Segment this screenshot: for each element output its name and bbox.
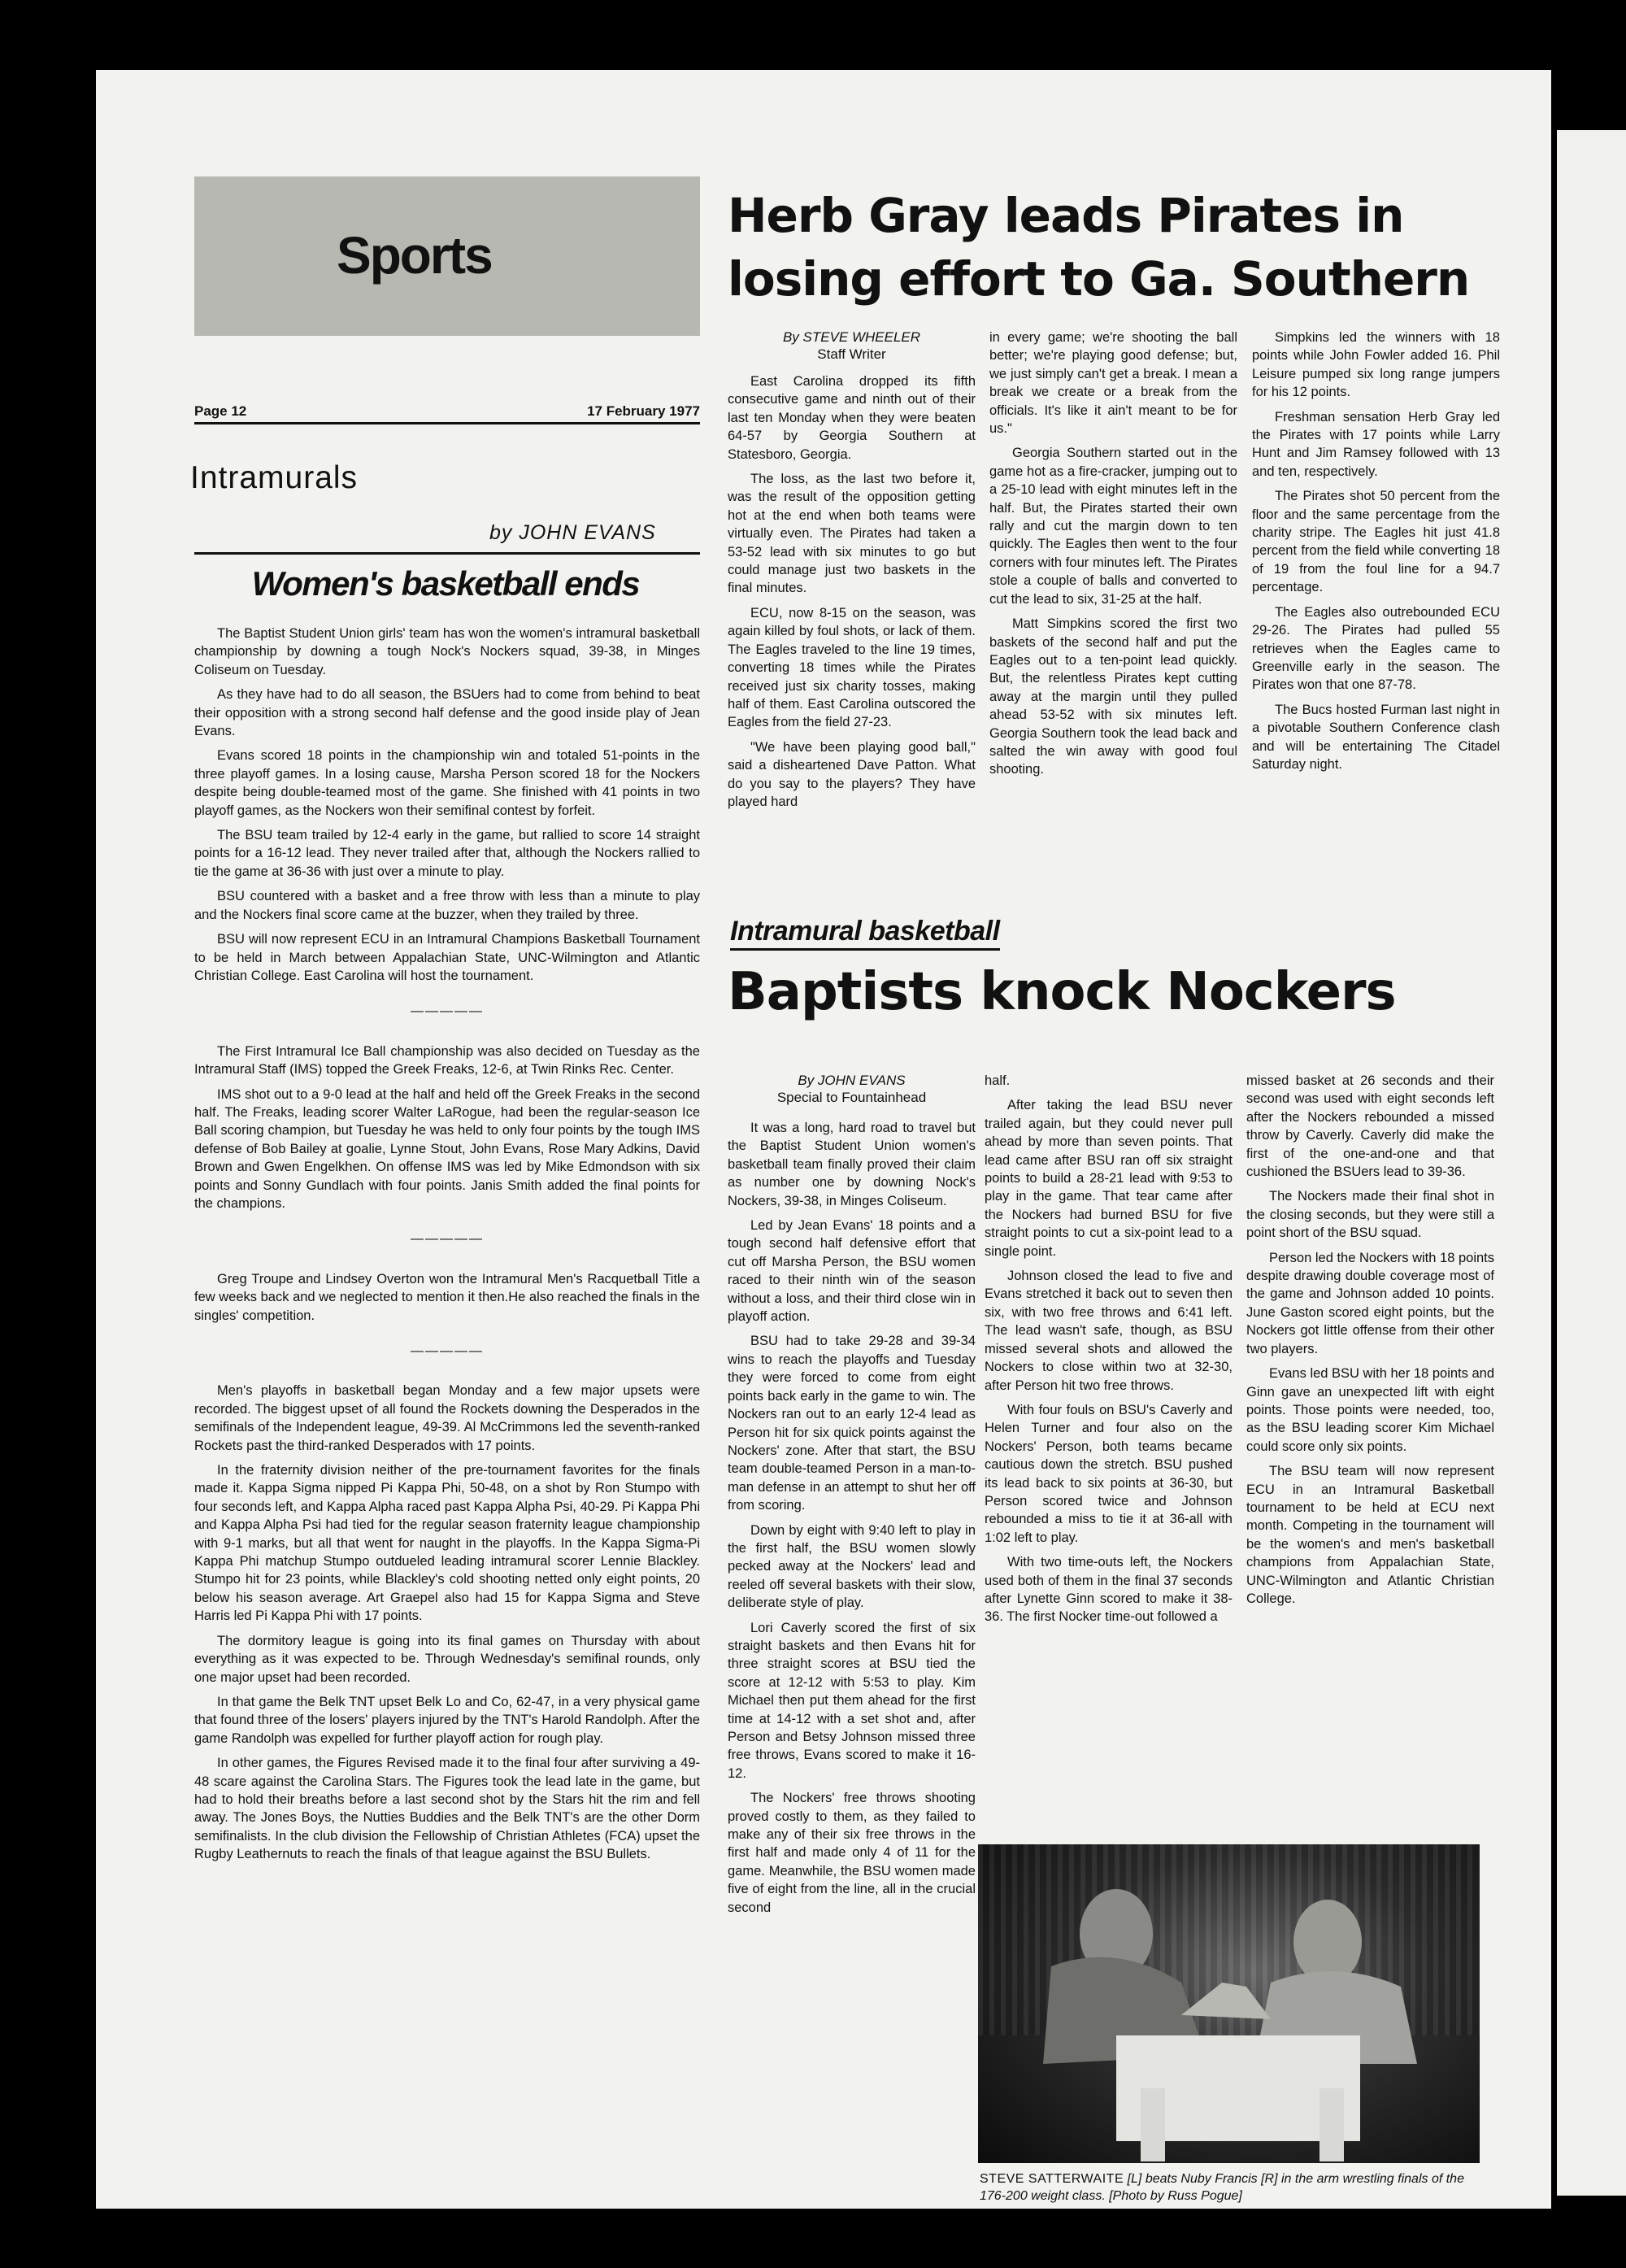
pirates-paragraph: in every game; we're shooting the ball better; we're playing good defense; but, we just simply can't get a break. I mean a break we create or a break from the officials. It's like it ain't meant to be for us." [989,330,1237,437]
intramurals-paragraph: As they have had to do all season, the BSUers had to come from behind to beat their opposition with a strong second half defense and the good inside play of Jean Evans. [194,687,700,739]
iceball-paragraph: IMS shot out to a 9-0 lead at the half and held off the Greek Freaks in the second half. The Freaks, leading scorer Walter LaRogue, had been the regular-season Ice Ball scoring champion, but Tuesday he was held to only four points by the tough IMS defense of Bob Bailey at goalie, Lynne Stout, John Evans, Rose Mary Adkins, David Brown and Gwen Engelkhen. On offense IMS was led by Mike Edmondson with six points and Sonny Gundlach with four points. Janis Smith added the final points for the champions. [194,1086,700,1211]
iceball-paragraph: The First Intramural Ice Ball championship was also decided on Tuesday as the Intramural Staff (IMS) topped the Greek Freaks, 12-6, at Twin Rinks Rec. Center. [194,1043,700,1077]
pirates-paragraph: The loss, as the last two before it, was the result of the opposition getting hot at the end when both teams were virtually even. The Pirates had taken a 53-52 lead with six minutes to go but could manage just two baskets in the final minutes. [728,472,976,596]
playoffs-paragraph: Men's playoffs in basketball began Monday and a few major upsets were recorded. The biggest upset of all found the Rockets downing the Desperados in the semifinals of the Independent league, 49-39. Al McCrimmons led the seventh-ranked Rockets past the third-ranked Desperados with 17 points. [194,1383,700,1453]
pirates-column-2 [989,329,1237,786]
pirates-column-3 [1252,329,1500,780]
baptists-column-3 [1246,1072,1494,1614]
playoffs-paragraph: In the fraternity division neither of the pre-tournament favorites for the finals made it. Kappa Sigma nipped Pi Kappa Phi, 50-48, on a shot by Ron Stumpo with four seconds left, and Kappa Alpha raced past Kappa Alpha Psi, 40-29. Pi Kappa Phi and Kappa Alpha Psi had tied for the regular season fraternity league championship with 9-1 marks, but all that went for naught in the playoffs. In the Kappa Sigma-Pi Kappa Phi matchup Stumpo outdueled leading intramural scorer Lennie Blackley. Stumpo hit for 23 points, while Blackley's cold shooting netted only eight points, 20 below his season average. Art Graepel also had 15 for Kappa Sigma and Steve Harris led Pi Kappa Phi with 17 points. [194,1463,700,1624]
pirates-byline [728,329,976,363]
page-number: Page 12 [194,403,247,419]
sports-masthead [194,176,700,336]
baptists-byline [728,1072,976,1106]
page-info [194,403,700,420]
baptists-column-1 [728,1119,976,1923]
baptists-paragraph: The Nockers' free throws shooting proved costly to them, as they failed to make any of their six free throws in the first half and made only 4 of 11 for the game. Meanwhile, the BSU women made five of eight from the line, all in the crucial second [728,1791,976,1915]
baptists-paragraph: Down by eight with 9:40 left to play in the first half, the BSU women slowly pecked away at the Nockers' lead and reeled off several baskets with their slow, deliberate style of play. [728,1522,976,1611]
section-separator: ————— [411,1232,484,1247]
baptists-paragraph: Lori Caverly scored the first of six straight baskets and then Evans hit for three straight scores at BSU tied the score at 12-12 with 5:53 to play. Kim Michael then put them ahead for the first time at 14-12 with a set shot and, after Person and Betsy Johnson missed three free throws, Evans scored to make it 16-12. [728,1620,976,1781]
masthead-rule [194,422,700,424]
baptists-byline-name: By JOHN EVANS [798,1073,906,1088]
pirates-paragraph: The Pirates shot 50 percent from the floor and the same percentage from the charity stripe. The Eagles hit just 41.8 percent from the field while converting 18 of 19 from the foul line for a 94.7 percentage. [1252,489,1500,595]
caption-text: [L] beats Nuby Francis [R] in the arm wrestling finals of the 176-200 weight class. [Photo by Russ Pogue] [980,2172,1464,2203]
pirates-headline-line1: Herb Gray leads Pirates in [728,188,1404,243]
pirates-paragraph: The Bucs hosted Furman last night in a pivotable Southern Conference clash and will be entertaining The Citadel Saturday night. [1252,702,1500,772]
pirates-paragraph: The Eagles also outrebounded ECU 29-26. The Pirates had pulled 55 retrieves when the Eagles came to Greenville early in the season. The Pirates won that one 87-78. [1252,604,1500,693]
baptists-paragraph: BSU had to take 29-28 and 39-34 wins to reach the playoffs and Tuesday they were forced to come from eight points back early in the game to win. The Nockers ran out to an early 12-4 lead as Person hit for six quick points against the Nockers' zone. After that start, the BSU team double-teamed Person in a man-to-man defense in an attempt to shut her off from scoring. [728,1334,976,1513]
baptists-paragraph: Evans led BSU with her 18 points and Ginn gave an unexpected lift with eight points. Those points were needed, too, as the BSU leading scorer Kim Michael could score only six points. [1246,1366,1494,1454]
adjacent-page-edge [1557,130,1626,2196]
pirates-paragraph: "We have been playing good ball," said a disheartened Dave Patton. What do you say to the players? They have played hard [728,739,976,809]
pirates-paragraph: Freshman sensation Herb Gray led the Pirates with 17 points while Larry Hunt and Jim Ramsey followed with 13 and ten, respectively. [1252,409,1500,479]
column-rule [194,552,700,555]
pirates-paragraph: Matt Simpkins scored the first two baskets of the second half and put the Eagles out to a ten-point lead quickly. But, the relentless Pirates kept cutting away at the margin until they pulled ahead 53-52 with six minutes left. Georgia Southern took the lead back and salted the win away with good foul shooting. [989,616,1237,777]
issue-date: 17 February 1977 [587,403,700,419]
intramurals-paragraph: Evans scored 18 points in the championship win and totaled 51-points in the three playoff games. In a losing cause, Marsha Person scored 18 for the Nockers despite being double-teamed most of the game. She finished with 41 points in two playoff games, as the Nockers won their semifinal contest by forfeit. [194,748,700,818]
baptists-column-2 [985,1072,1233,1633]
photo-table-leg [1141,2088,1165,2161]
masthead-title: Sports [337,226,492,285]
pirates-byline-role: Staff Writer [817,346,886,362]
pirates-paragraph: Georgia Southern started out in the game hot as a fire-cracker, jumping out to a 25-10 lead with eight minutes left in the half. But, the Pirates started their own rally and cut the margin down to ten quickly. The Eagles then went to the four corners with four minutes left. The Pirates stole a couple of balls and converted to cut the lead to six, 31-25 at the half. [989,446,1237,607]
baptists-paragraph: After taking the lead BSU never trailed again, but they could never pull ahead by more than seven points. That lead came after BSU ran off six straight points to build a 28-21 lead with 9:53 to play in the game. That tear came after the Nockers had burned BSU for five straight points to cut a six-point lead to a single point. [985,1098,1233,1259]
section-separator: ————— [411,1004,484,1019]
baptists-paragraph: Johnson closed the lead to five and Evans stretched it back out to seven then six, with two free throws and 6:41 left. The lead wasn't safe, though, as BSU missed several shots and allowed the Nockers to close within two at 32-30, after Person hit two free throws. [985,1269,1233,1393]
baptists-paragraph: Led by Jean Evans' 18 points and a tough second half defensive effort that cut off Marsha Person, the BSU women raced to their ninth win of the season without a loss, and their third close win in playoff action. [728,1218,976,1325]
baptists-byline-role: Special to Fountainhead [776,1090,927,1105]
baptists-paragraph: The Nockers made their final shot in the closing seconds, but they were still a point short of the BSU squad. [1246,1189,1494,1241]
section-separator: ————— [411,1344,484,1358]
baptists-paragraph: The BSU team will now represent ECU in an Intramural Basketball tournament to be held at ECU next month. Competing in the tournament will be the women's and men's basketball champions from Appalachian State, UNC-Wilmington and Atlantic Christian College. [1246,1464,1494,1606]
photo-caption [980,2170,1480,2205]
caption-name: STEVE SATTERWAITE [980,2172,1124,2186]
baptists-kicker: Intramural basketball [730,914,1000,951]
intramurals-paragraph: BSU will now represent ECU in an Intramural Champions Basketball Tournament to be held in March between Appalachian State, UNC-Wilmington and Atlantic Christian College. East Carolina will host the tournament. [194,932,700,983]
pirates-column-1 [728,372,976,817]
playoffs-paragraph: The dormitory league is going into its final games on Thursday with about everything as it was expected to be. Through Wednesday's semifinal rounds, only one major upset had been recorded. [194,1633,700,1685]
womens-basketball-headline: Women's basketball ends [251,564,640,603]
intramurals-paragraph: The Baptist Student Union girls' team has won the women's intramural basketball championship by downing a tough Nock's Nockers squad, 39-38, in Minges Coliseum on Tuesday. [194,626,700,677]
arm-wrestling-photo [978,1844,1480,2163]
baptists-paragraph: half. [985,1073,1011,1088]
intramurals-paragraph: BSU countered with a basket and a free throw with less than a minute to play and the Nockers final score came at the buzzer, when they trailed by three. [194,889,700,922]
playoffs-paragraph: In that game the Belk TNT upset Belk Lo and Co, 62-47, in a very physical game that found three of the losers' players injured by the TNT's Harold Randolph. After the game Randolph was expelled for further playoff action for rough play. [194,1694,700,1746]
intramurals-body [194,625,700,1870]
intramurals-paragraph: The BSU team trailed by 12-4 early in the game, but rallied to score 14 straight points for a 16-12 lead. They never trailed after that, although the Nockers rallied to tie the game at 36-36 with just over a minute to play. [194,828,700,879]
baptists-paragraph: With two time-outs left, the Nockers used both of them in the final 37 seconds after Lynette Ginn scored to make it 38-36. The first Nocker time-out followed a [985,1555,1233,1625]
baptists-headline: Baptists knock Nockers [728,962,1396,1022]
racquetball-paragraph: Greg Troupe and Lindsey Overton won the Intramural Men's Racquetball Title a few weeks back and we neglected to mention it then.He also reached the finals in the singles' competition. [194,1271,700,1323]
pirates-paragraph: East Carolina dropped its fifth consecutive game and ninth out of their last ten Monday when they were beaten 64-57 by Georgia Southern at Statesboro, Georgia. [728,374,976,462]
photo-table-leg [1319,2088,1344,2161]
column-title: Intramurals [190,460,359,495]
baptists-paragraph: Person led the Nockers with 18 points despite drawing double coverage most of the game and Johnson added 10 points. June Gaston scored eight points, but the Nockers got little offense from their other two players. [1246,1250,1494,1356]
column-byline: by JOHN EVANS [489,521,656,544]
pirates-paragraph: Simpkins led the winners with 18 points while John Fowler added 16. Phil Leisure pumped six long range jumpers for his 12 points. [1252,330,1500,400]
pirates-headline-line2: losing effort to Ga. Southern [728,251,1470,307]
pirates-paragraph: ECU, now 8-15 on the season, was again killed by foul shots, or lack of them. The Eagles traveled to the line 19 times, converting 18 times while the Pirates received just six charity tosses, making half of them. East Carolina outscored the Eagles from the field 27-23. [728,605,976,730]
pirates-byline-name: By STEVE WHEELER [782,329,921,345]
baptists-paragraph: missed basket at 26 seconds and their second was used with eight seconds left after the Nockers rebounded a missed throw by Caverly. Caverly did make the first of the one-and-one and that cushioned the BSUers lead to 39-36. [1246,1073,1494,1180]
playoffs-paragraph: In other games, the Figures Revised made it to the final four after surviving a 49-48 scare against the Carolina Stars. The Figures took the lead late in the game, but had to hold their breaths before a last second shot by the Stars hit the rim and fell away. The Jones Boys, the Nutties Buddies and the Belk TNT's are the other Dorm semifinalists. In the club division the Fellowship of Christian Athletes (FCA) upset the Rugby Leathernuts to reach the finals of that league against the BSU Bullets. [194,1756,700,1862]
pirates-headline [728,184,1508,311]
baptists-paragraph: With four fouls on BSU's Caverly and Helen Turner and four also on the Nockers' Person, both teams became cautious down the stretch. BSU pushed its lead back to six points at 36-30, but Person scored twice and Johnson rebounded a miss to tie it at 36-all with 1:02 left to play. [985,1402,1233,1545]
baptists-paragraph: It was a long, hard road to travel but the Baptist Student Union women's basketball team finally proved their claim as number one by downing Nock's Nockers, 39-38, in Minges Coliseum. [728,1121,976,1208]
newspaper-page [96,70,1551,2209]
